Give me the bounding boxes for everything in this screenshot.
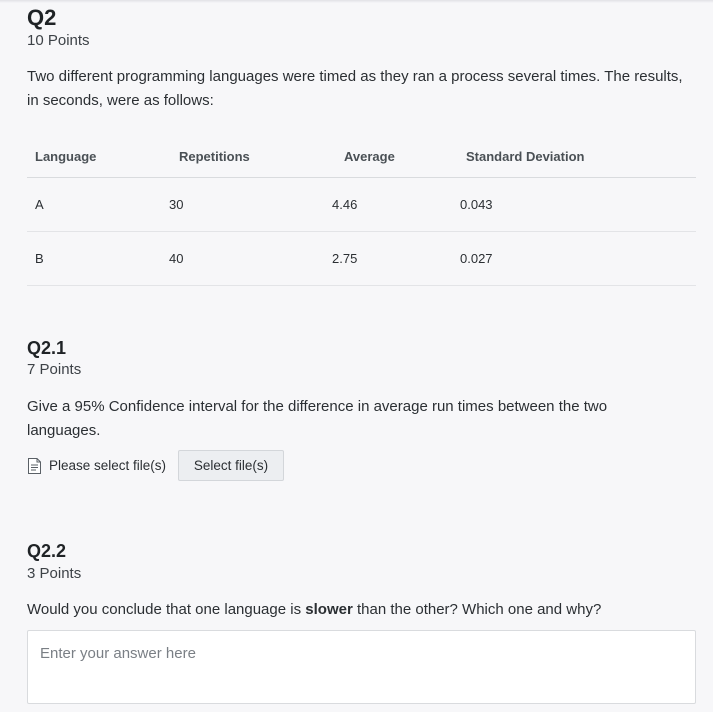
table-cell: 40 [169,232,332,286]
subquestion-title: Q2.1 [27,338,67,358]
column-header-average: Average [332,135,460,178]
column-header-repetitions: Repetitions [169,135,332,178]
answer-textarea[interactable] [27,630,696,704]
table-row [27,232,696,286]
table-cell: 4.46 [332,178,460,232]
table-header-row [27,135,696,178]
subquestion-text: Give a 95% Confidence interval for the difference in average run times between the two languages. [27,398,608,439]
question-title: Q2 [27,5,57,30]
select-files-button[interactable]: Select file(s) [178,450,284,481]
subquestion-points: 7 Points [27,361,82,378]
subquestion-points: 3 Points [27,565,82,582]
column-header-standard-deviation: Standard Deviation [460,135,696,178]
subquestion-title: Q2.2 [27,541,67,561]
subquestion-text-start: Would you conclude that one language is [27,601,306,618]
question-text: Two different programming languages were timed as they ran a process several times. The results, in seconds, were as follows: [27,68,683,109]
table-cell: B [27,232,169,286]
table-cell: A [27,178,169,232]
document-icon [27,458,42,474]
question-points: 10 Points [27,32,90,49]
subquestion-text-end: than the other? Which one and why? [352,601,602,618]
table-cell: 0.027 [460,232,696,286]
table-row [27,178,696,232]
table-cell: 30 [169,178,332,232]
emphasis-text: slower [305,601,353,618]
results-table [27,135,696,286]
file-upload-row [27,450,284,481]
subquestion-text [27,598,687,622]
top-shadow [0,0,713,3]
table-cell: 0.043 [460,178,696,232]
upload-status-label: Please select file(s) [49,458,167,473]
table-cell: 2.75 [332,232,460,286]
column-header-language: Language [27,135,169,178]
